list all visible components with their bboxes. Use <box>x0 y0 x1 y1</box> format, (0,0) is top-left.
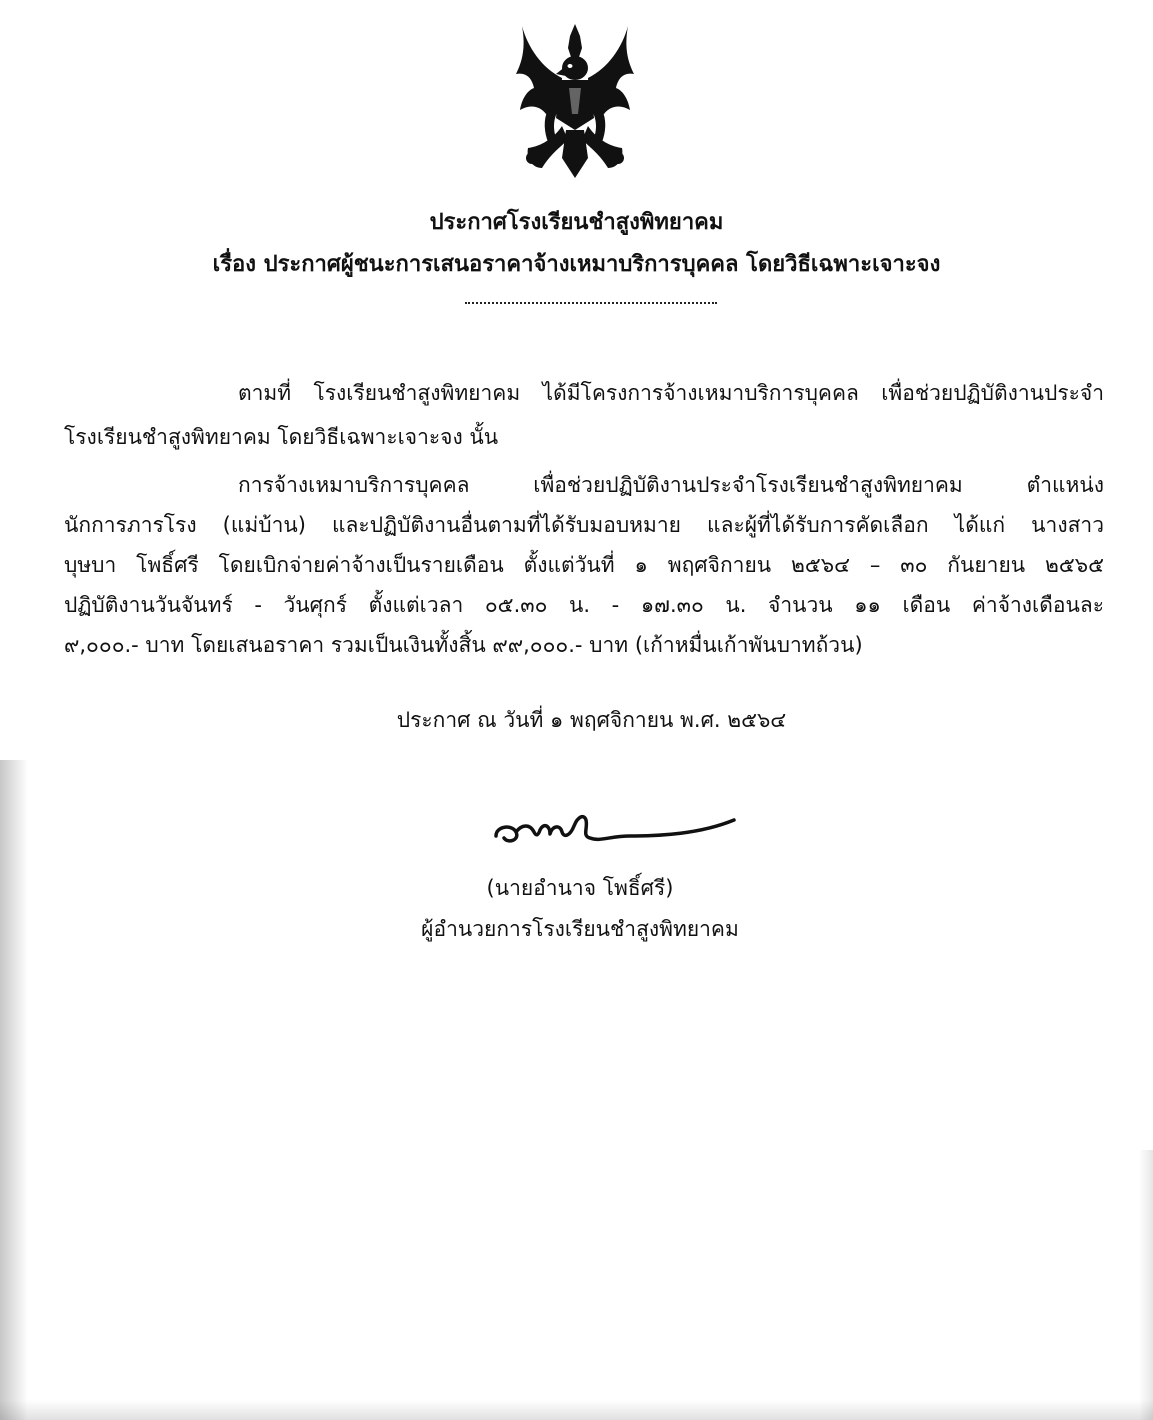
paragraph-1-line-2: โรงเรียนชำสูงพิทยาคม โดยวิธีเฉพาะเจาะจง นั้น <box>64 425 499 449</box>
scan-shadow <box>1139 1150 1153 1420</box>
handwritten-signature <box>490 806 740 856</box>
signatory-position: ผู้อำนวยการโรงเรียนชำสูงพิทยาคม <box>421 917 739 941</box>
announcement-date: ประกาศ ณ วันที่ ๑ พฤศจิกายน พ.ศ. ๒๕๖๔ <box>396 708 787 732</box>
paragraph-1-line-1: ตามที่ โรงเรียนชำสูงพิทยาคม ได้มีโครงการจ้างเหมาบริการบุคคล เพื่อช่วยปฏิบัติงานประจำ <box>238 381 1104 405</box>
paragraph-2-line-5: ๙,๐๐๐.- บาท โดยเสนอราคา รวมเป็นเงินทั้งสิ้น ๙๙,๐๐๐.- บาท (เก้าหมื่นเก้าพันบาทถ้วน) <box>64 633 863 657</box>
signatory-name: (นายอำนาจ โพธิ์ศรี) <box>486 876 674 900</box>
document-title: ประกาศโรงเรียนชำสูงพิทยาคม <box>429 210 724 235</box>
paragraph-2-line-4: ปฏิบัติงานวันจันทร์ - วันศุกร์ ตั้งแต่เวลา ๐๕.๓๐ น. - ๑๗.๓๐ น. จำนวน ๑๑ เดือน ค่าจ้างเดือนละ <box>64 593 1104 617</box>
paragraph-2-line-3: บุษบา โพธิ์ศรี โดยเบิกจ่ายค่าจ้างเป็นรายเดือน ตั้งแต่วันที่ ๑ พฤศจิกายน ๒๕๖๔ – ๓๐ กันยายน ๒๕๖๕ <box>64 553 1104 577</box>
scan-shadow <box>0 760 28 1420</box>
document-subject: เรื่อง ประกาศผู้ชนะการเสนอราคาจ้างเหมาบริการบุคคล โดยวิธีเฉพาะเจาะจง <box>212 252 941 277</box>
garuda-emblem-icon <box>512 18 638 183</box>
paragraph-2-line-1: การจ้างเหมาบริการบุคคล เพื่อช่วยปฏิบัติงานประจำโรงเรียนชำสูงพิทยาคม ตำแหน่ง <box>238 473 1104 497</box>
paragraph-2-line-2: นักการภารโรง (แม่บ้าน) และปฏิบัติงานอื่นตามที่ได้รับมอบหมาย และผู้ที่ได้รับการคัดเลือก ได้แก่ นางสาว <box>64 513 1104 537</box>
title-divider <box>465 302 717 304</box>
scan-shadow <box>0 1400 1153 1420</box>
